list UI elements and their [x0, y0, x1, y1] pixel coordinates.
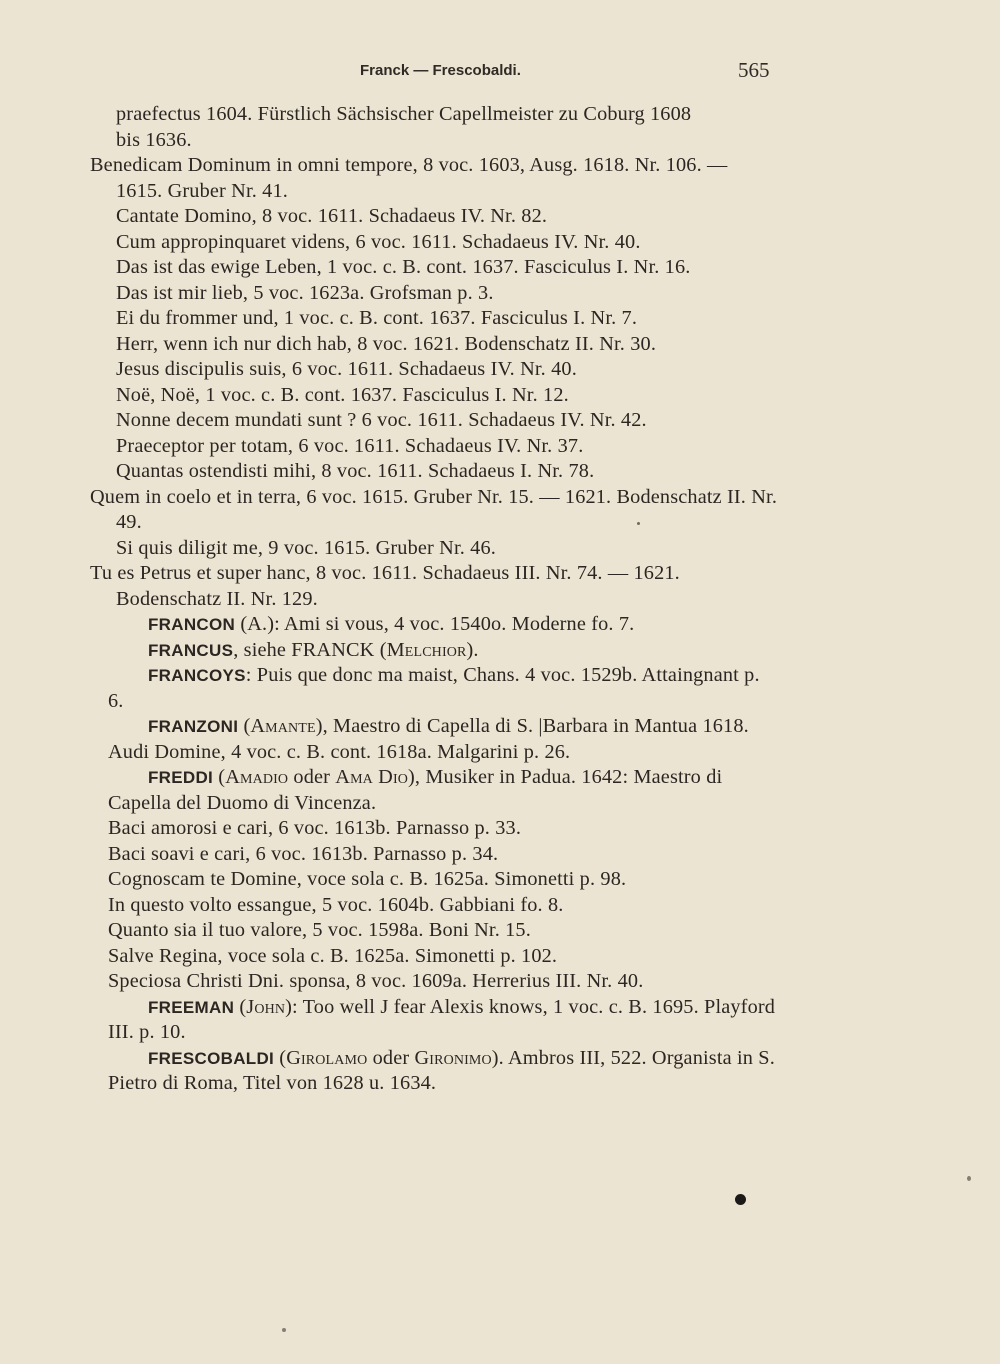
entry-small-caps: Girolamo — [286, 1046, 368, 1069]
entry-francoys — [108, 663, 778, 714]
entry-text: ). Ambros III, 522. Organista in S. Pietro di Roma, Titel von 1628 u. 1634. — [108, 1046, 775, 1094]
entry-text: oder — [288, 766, 336, 788]
entry-freeman — [108, 995, 778, 1046]
entry-small-caps: Melchior — [386, 638, 467, 661]
list-item: Nonne decem mundati sunt ? 6 voc. 1611. Schadaeus IV. Nr. 42. — [116, 409, 647, 431]
entry-name: FREEMAN — [148, 997, 235, 1017]
paper-speck — [282, 1328, 286, 1332]
entry-name: FRANCUS — [148, 640, 234, 660]
list-item: Quantas ostendisti mihi, 8 voc. 1611. Schadaeus I. Nr. 78. — [116, 460, 595, 482]
list-item: Quem in coelo et in terra, 6 voc. 1615. Gruber Nr. 15. — 1621. Bodenschatz II. Nr. 49. — [90, 485, 778, 533]
entry-text: ( — [238, 715, 251, 737]
entry-text: ). — [466, 638, 479, 661]
list-item: Baci amorosi e cari, 6 voc. 1613b. Parnasso p. 33. — [108, 817, 522, 839]
entry-text: oder — [367, 1046, 415, 1069]
entry-small-caps: John — [246, 995, 286, 1018]
text-line: bis 1636. — [116, 128, 192, 151]
list-item: Jesus discipulis suis, 6 voc. 1611. Schadaeus IV. Nr. 40. — [116, 358, 577, 380]
list-item: Cum appropinquaret videns, 6 voc. 1611. Schadaeus IV. Nr. 40. — [116, 230, 641, 253]
list-item: Das ist das ewige Leben, 1 voc. c. B. cont. 1637. Fasciculus I. Nr. 16. — [116, 256, 691, 278]
ink-blot — [735, 1194, 746, 1205]
entry-name: FREDDI — [148, 768, 214, 787]
list-item: Benedicam Dominum in omni tempore, 8 voc. 1603, Ausg. 1618. Nr. 106. — 1615. Gruber Nr. 41. — [90, 154, 728, 202]
running-head — [0, 58, 1000, 86]
list-item: Das ist mir lieb, 5 voc. 1623a. Grofsman p. 3. — [116, 281, 494, 304]
entry-francus — [108, 638, 778, 664]
list-item: Noë, Noë, 1 voc. c. B. cont. 1637. Fasciculus I. Nr. 12. — [116, 383, 569, 406]
entry-name: FRANCON — [148, 615, 236, 634]
entry-small-caps: Gironimo — [414, 1046, 492, 1069]
list-item: Praeceptor per totam, 6 voc. 1611. Schadaeus IV. Nr. 37. — [116, 434, 584, 457]
entry-text: (A.): Ami si vous, 4 voc. 1540o. Moderne fo. 7. — [235, 613, 635, 635]
list-item: Quanto sia il tuo valore, 5 voc. 1598a. Boni Nr. 15. — [108, 919, 531, 941]
text-line: praefectus 1604. Fürstlich Sächsischer Capellmeister zu Coburg 1608 — [116, 103, 692, 125]
entry-francon — [108, 612, 778, 638]
running-title: Franck — Frescobaldi. — [360, 62, 521, 79]
entry-small-caps: Ama Dio — [335, 766, 409, 788]
entry-text: ), Musiker in Padua. 1642: Maestro di Capella del Duomo di Vincenza. — [108, 766, 723, 814]
entry-freddi — [108, 765, 778, 816]
entry-name: FRANCOYS — [148, 666, 246, 685]
entry-franzoni — [108, 714, 778, 740]
entry-name: FRANZONI — [148, 717, 239, 736]
entry-text: , siehe FRANCK ( — [233, 638, 387, 661]
list-item: Speciosa Christi Dni. sponsa, 8 voc. 1609a. Herrerius III. Nr. 40. — [108, 970, 644, 992]
entry-text: : Puis que donc ma maist, Chans. 4 voc. 1529b. Attaingnant p. 6. — [108, 664, 760, 712]
entry-text: ( — [274, 1046, 287, 1069]
entry-frescobaldi — [108, 1046, 778, 1097]
entry-text: ( — [213, 766, 226, 788]
list-item: Baci soavi e cari, 6 voc. 1613b. Parnasso p. 34. — [108, 842, 499, 865]
paper-speck — [967, 1176, 971, 1181]
page-number: 565 — [738, 58, 770, 82]
entry-small-caps: Amante — [250, 715, 316, 737]
list-item: Salve Regina, voce sola c. B. 1625a. Simonetti p. 102. — [108, 944, 558, 967]
entry-text: ( — [234, 995, 247, 1018]
list-item: Ei du frommer und, 1 voc. c. B. cont. 1637. Fasciculus I. Nr. 7. — [116, 307, 638, 329]
list-item: Cantate Domino, 8 voc. 1611. Schadaeus IV. Nr. 82. — [116, 205, 548, 227]
entry-text: ), Maestro di Capella di S. |Barbara in Mantua 1618. — [315, 715, 749, 737]
entry-small-caps: Amadio — [225, 766, 289, 788]
list-item: Cognoscam te Domine, voce sola c. B. 1625a. Simonetti p. 98. — [108, 868, 627, 890]
paper-speck — [637, 522, 640, 525]
list-item: In questo volto essangue, 5 voc. 1604b. Gabbiani fo. 8. — [108, 893, 564, 916]
main-text — [90, 102, 778, 1097]
list-item: Tu es Petrus et super hanc, 8 voc. 1611. Schadaeus III. Nr. 74. — 1621. Bodenschatz II. Nr. 129. — [90, 562, 680, 610]
list-item: Si quis diligit me, 9 voc. 1615. Gruber Nr. 46. — [116, 536, 496, 559]
entry-name: FRESCOBALDI — [148, 1048, 275, 1068]
list-item: Audi Domine, 4 voc. c. B. cont. 1618a. Malgarini p. 26. — [108, 740, 571, 763]
list-item: Herr, wenn ich nur dich hab, 8 voc. 1621. Bodenschatz II. Nr. 30. — [116, 332, 657, 355]
entry-text: ): Too well J fear Alexis knows, 1 voc. c. B. 1695. Playford III. p. 10. — [108, 995, 776, 1043]
